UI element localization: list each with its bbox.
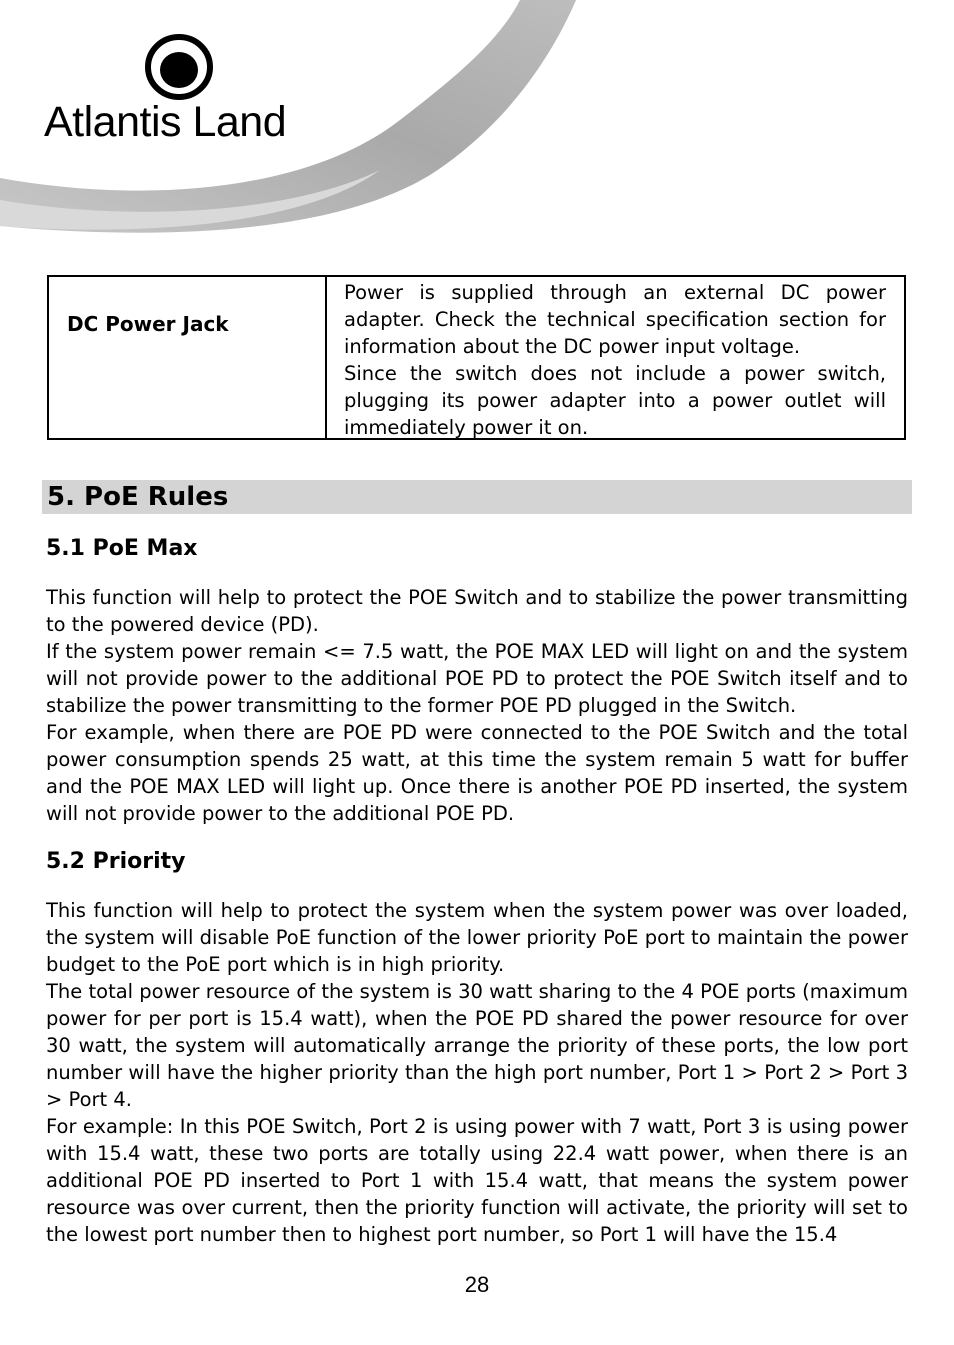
spec-description-paragraph: Since the switch does not include a power switch, plugging its power adapter into a power outlet will immediately power it on. bbox=[344, 362, 886, 439]
subsection-title-poe-max: 5.1 PoE Max bbox=[46, 536, 198, 561]
subsection-body-priority bbox=[46, 897, 908, 1248]
paragraph: For example, when there are POE PD were connected to the POE Switch and the total power consumption spends 25 watt, at this time the system remain 5 watt for buffer and the POE MAX LED will light up. Once there is another POE PD inserted, the system will not provide power to the additional POE PD. bbox=[46, 721, 908, 825]
paragraph: For example: In this POE Switch, Port 2 is using power with 7 watt, Port 3 is using power with 15.4 watt, these two ports are totally using 22.4 watt power, when there is an additional POE PD inserted to Port 1 with 15.4 watt, that means the system power resource was over current, then the priority function will activate, the priority will set to the lowest port number then to highest port number, so Port 1 will have the 15.4 bbox=[46, 1115, 908, 1246]
paragraph: The total power resource of the system is 30 watt sharing to the 4 POE ports (maximum power for per port is 15.4 watt), when the POE PD shared the power resource for over 30 watt, the system will automatically arrange the priority of these ports, the low port number will have the higher priority than the high port number, Port 1 > Port 2 > Port 3 > Port 4. bbox=[46, 980, 908, 1111]
spec-description-paragraph: Power is supplied through an external DC power adapter. Check the technical specification section for information about the DC power input voltage. bbox=[344, 281, 886, 358]
page-number: 28 bbox=[464, 1272, 490, 1297]
subsection-body-poe-max bbox=[46, 584, 908, 827]
spec-description bbox=[327, 277, 904, 438]
spec-label: DC Power Jack bbox=[49, 277, 327, 438]
subsection-title-priority: 5.2 Priority bbox=[46, 849, 186, 874]
brand-logo-text: Atlantis Land bbox=[44, 98, 287, 146]
paragraph: If the system power remain <= 7.5 watt, the POE MAX LED will light on and the system will not provide power to the additional POE PD to protect the POE Switch itself and to stabilize the power transmitting to the former POE PD plugged in the Switch. bbox=[46, 640, 908, 717]
paragraph: This function will help to protect the system when the system power was over loaded, the system will disable PoE function of the lower priority PoE port to maintain the power budget to the PoE port which is in high priority. bbox=[46, 899, 908, 976]
section-title: 5. PoE Rules bbox=[47, 482, 229, 512]
spec-table bbox=[47, 275, 906, 440]
atlantis-logo-mark bbox=[142, 32, 220, 100]
paragraph: This function will help to protect the POE Switch and to stabilize the power transmitting to the powered device (PD). bbox=[46, 586, 908, 636]
